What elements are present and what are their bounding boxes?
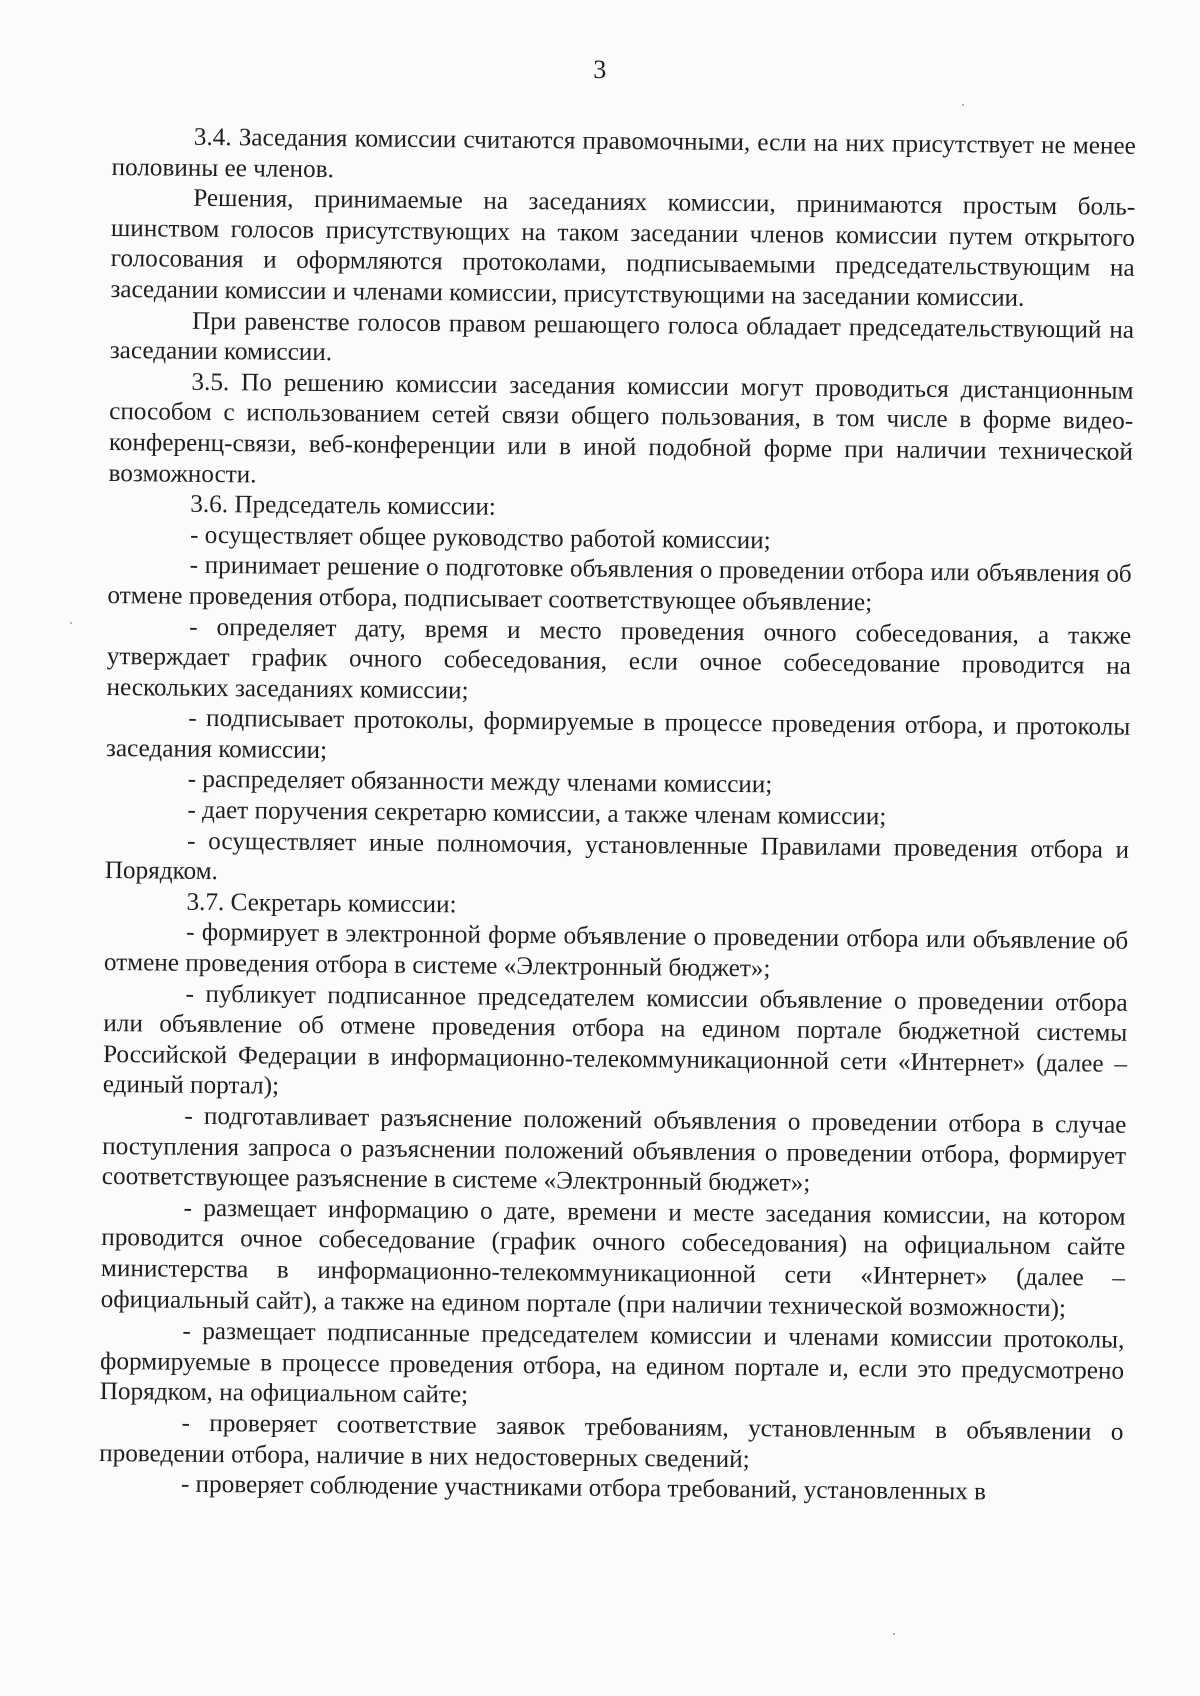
page-number: 3 <box>593 55 607 84</box>
paragraph-3-5: 3.5. По решению комиссии заседания комиссии могут проводиться дистанционным способом с использованием сетей связи общего пользования, в том числе в форме видео-конференц-связи, веб-конференции или в иной подобной форме при наличии технической возможности. <box>108 368 1134 488</box>
list-item: - размещает подписанные председателем комиссии и членами комиссии протоколы, формируемые в процессе проведения отбора, на едином портале и, если это предусмотрено Порядком, на официальном сайте; <box>99 1317 1125 1409</box>
list-item: - осуществляет общее руководство работой комиссии; <box>189 521 771 555</box>
list-item: - подготавливает разъяснение положений объявления о проведении отбора в случае поступления запроса о разъяснении положений объявления о проведении отбора, формирует соответствующее разъяснение в системе «Электронный бюджет»; <box>101 1102 1127 1197</box>
list-item: - проверяет соответствие заявок требованиям, установленным в объявлении о проведении отбора, наличие в них недостоверных сведений; <box>99 1409 1124 1473</box>
list-item: - формирует в электронной форме объявление о проведении отбора или объявление об отмене проведения отбора в системе «Электронный бюджет»; <box>103 919 1129 983</box>
document-body <box>99 122 1136 1509</box>
scan-speck <box>893 1633 895 1635</box>
list-item: - публикует подписанное председателем комиссии объявление о проведении отбора или объявление об отмене проведения отбора на едином портале бюджетной системы Российской Федерации в информационно-телекоммуникационной сети «Интернет» (далее – единый портал); <box>102 980 1128 1101</box>
scan-speck <box>70 622 72 624</box>
list-item: - принимает решение о подготовке объявления о проведении отбора или объявления об отмене проведения отбора, подписывает соответствующее объявление; <box>107 552 1132 617</box>
paragraph-3-7-heading: 3.7. Секретарь комиссии: <box>186 888 457 919</box>
paragraph-tie-vote: При равенстве голосов правом решающего голоса обладает председательствующий на заседании комиссии. <box>109 307 1135 367</box>
paragraph-decisions: Решения, принимаемые на заседаниях комиссии, принимаются простым большинством голосов присутствующих на таком заседании членов комиссии путем открытого голосования и оформляются протоколами, подписываемыми председательствующим на заседании комиссии и членами комиссии, присутствующими на заседании комиссии. <box>110 184 1136 312</box>
list-item: - дает поручения секретарю комиссии, а также членам комиссии; <box>187 796 887 831</box>
list-item: - осуществляет иные полномочия, установленные Правилами проведения отбора и Порядком. <box>104 827 1130 886</box>
paragraph-3-6-heading: 3.6. Председатель комиссии: <box>190 490 496 521</box>
list-item: - размещает информацию о дате, времени и месте заседания комиссии, на котором проводится очное собеседование (график очного собеседования) на официальном сайте министерства в информационно-телекоммуникационной сети «Интернет» (далее – официальный сайт), а также на едином портале (при наличии технической возможности); <box>100 1194 1126 1322</box>
paragraph-3-4: 3.4. Заседания комиссии считаются правомочными, если на них присутствует не менее половины ее членов. <box>111 123 1136 183</box>
list-item: - проверяет соблюдение участниками отбора требований, установленных в <box>180 1470 987 1506</box>
list-item: - определяет дату, время и место проведения очного собеседования, а также утверждает график очного собеседования, если очное собеседование проводится на нескольких заседаниях комиссии; <box>106 613 1132 705</box>
scan-speck <box>962 104 964 106</box>
list-item: - распределяет обязанности между членами комиссии; <box>187 766 773 799</box>
list-item: - подписывает протоколы, формируемые в процессе проведения отбора, и протоколы заседания комиссии; <box>105 705 1131 764</box>
